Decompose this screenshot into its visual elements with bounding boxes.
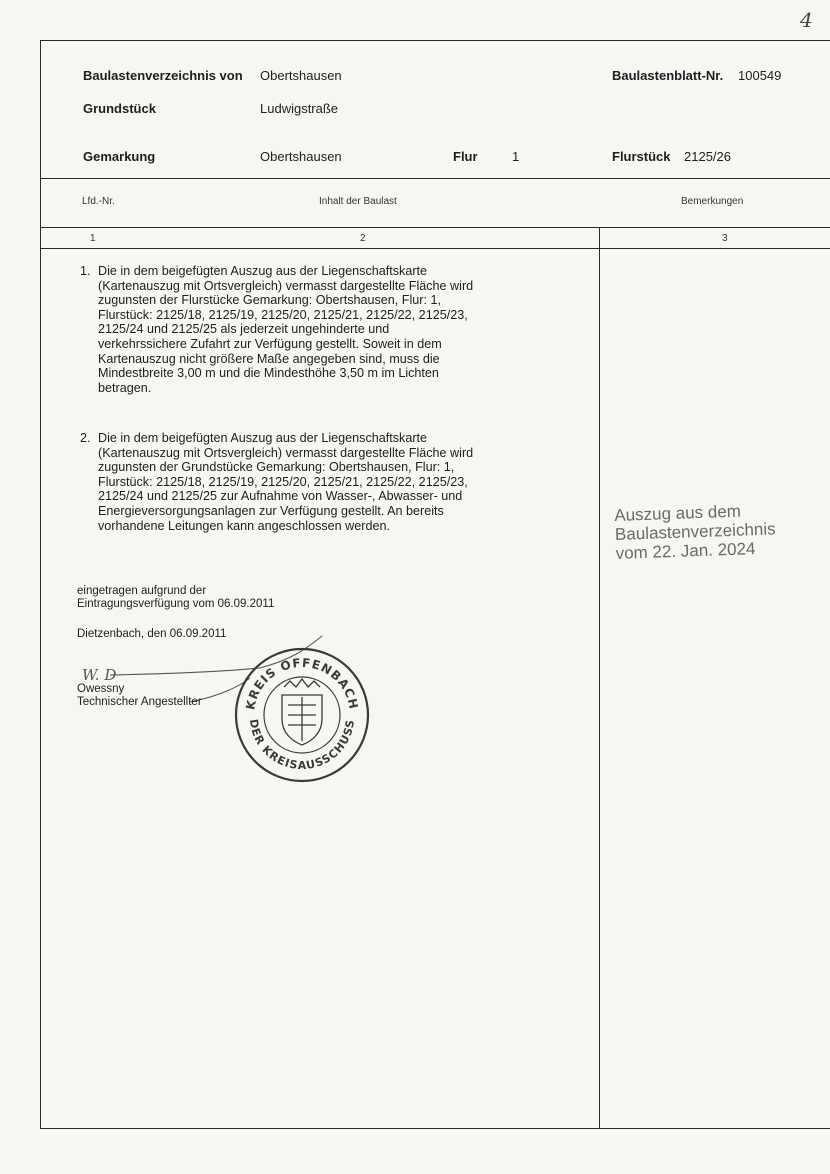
district-label: Gemarkung [83,149,156,164]
header-divider-line [40,178,830,179]
frame-left-line [40,40,41,1128]
registration-line-1: eingetragen aufgrund der [77,585,207,597]
seal-text-top: KREIS OFFENBACH [243,655,361,711]
column-header-divider-line [40,227,830,228]
frame-bottom-line [40,1128,830,1129]
plot-label: Grundstück [83,101,156,116]
column-number-3: 3 [722,233,728,244]
sheet-number-label: Baulastenblatt-Nr. [612,68,724,83]
column-header-remarks: Bemerkungen [681,196,744,207]
signer-block [77,683,202,709]
column-number-1: 1 [90,233,96,244]
frame-top-line [40,40,830,41]
column-divider-line [599,227,600,1128]
district-value: Obertshausen [260,149,342,164]
extract-stamp-line-2: Baulastenverzeichnis [614,519,776,544]
extract-stamp-line-1: Auszug aus dem [614,501,742,525]
parcel-value: 2125/26 [684,149,731,164]
place-date: Dietzenbach, den 06.09.2011 [77,628,227,640]
entry-text: Die in dem beigefügten Auszug aus der Liegenschaftskarte (Kartenauszug mit Ortsvergleich) vermasst dargestellte Fläche wird zugunsten der Flurstücke Gemarkung: Obertshausen, Flur: 1, Flurstück: 2125/18, 2125/19, 2125/20, 2125/21, 2125/22, 2125/23, 2125/24 und 2125/25 als jederzeit ungehinderte und verkehrssichere Zufahrt zur Verfügung gestellt. Soweit in dem Kartenauszug nicht größere Maße angegeben sind, muss die Mindestbreite 3,00 m und die Mindesthöhe 3,50 m im Lichten betragen. [98,264,474,395]
entry-number: 1. [80,264,91,278]
flur-value: 1 [512,149,520,164]
registration-note [77,585,274,611]
signer-title: Technischer Angestellter [77,696,202,708]
register-label: Baulastenverzeichnis von [83,68,243,83]
baulast-entry [80,431,550,533]
parcel-label: Flurstück [612,149,671,164]
registration-line-2: Eintragungsverfügung vom 06.09.2011 [77,598,275,610]
column-number-divider-line [40,248,830,249]
entry-number: 2. [80,431,91,445]
signer-name: Owessny [77,683,125,695]
column-header-content: Inhalt der Baulast [319,196,397,207]
plot-value: Ludwigstraße [260,101,339,116]
entry-text: Die in dem beigefügten Auszug aus der Liegenschaftskarte (Kartenauszug mit Ortsvergleich) vermasst dargestellte Fläche wird zugunsten der Grundstücke Gemarkung: Obertshausen, Flur: 1, Flurstück: 2125/18, 2125/19, 2125/20, 2125/21, 2125/22, 2125/23, 2125/24 und 2125/25 zur Aufnahme von Wasser-, Abwasser- und Energieversorgungsanlagen zur Verfügung gestellt. An bereits vorhandene Leitungen kann angeschlossen werden. [98,431,474,533]
register-value: Obertshausen [260,68,342,83]
official-seal [232,645,372,785]
column-header-number: Lfd.-Nr. [82,196,115,207]
seal-graphic [232,645,372,785]
flur-label: Flur [453,149,478,164]
extract-stamp [614,499,826,563]
sheet-number-value: 100549 [738,68,782,83]
signature: W. D [82,666,117,684]
coat-of-arms-icon [282,679,322,745]
column-number-2: 2 [360,233,366,244]
page-number-mark: 4 [800,8,813,32]
baulast-entry [80,264,550,395]
seal-text-bottom: DER KREISAUSSCHUSS [246,718,358,773]
extract-stamp-line-3: vom 22. Jan. 2024 [615,539,756,563]
